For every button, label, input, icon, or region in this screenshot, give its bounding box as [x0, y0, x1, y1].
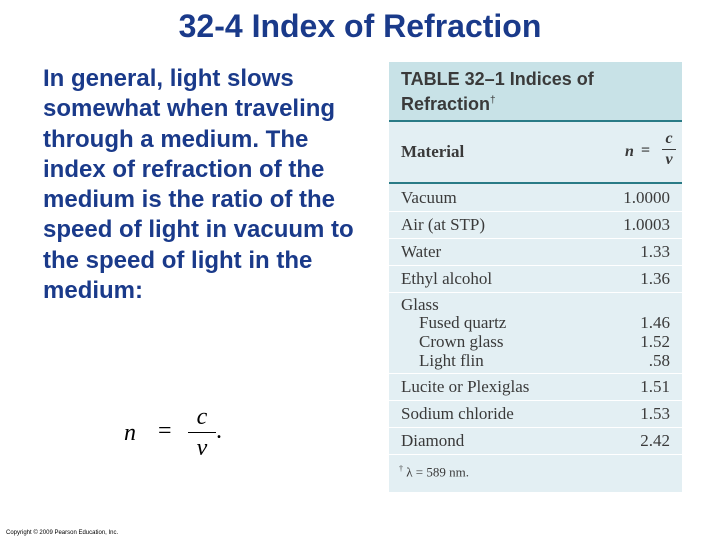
footnote-dagger: †	[399, 464, 403, 473]
table-caption	[389, 62, 682, 122]
column-n-formula	[625, 130, 685, 174]
row-material: Diamond	[401, 431, 465, 450]
formula-equals: =	[158, 418, 172, 444]
row-material: Air (at STP)	[401, 215, 486, 234]
row-value: .58	[648, 351, 670, 370]
refraction-formula	[124, 404, 234, 466]
footnote-text: λ = 589 nm.	[406, 464, 469, 480]
table-column-header	[389, 122, 682, 184]
column-denominator: v	[665, 151, 673, 168]
table-row	[389, 239, 682, 266]
row-value: 1.46	[640, 313, 670, 332]
column-material: Material	[401, 142, 465, 161]
table-row-glass	[389, 293, 682, 374]
row-sub-material: Crown glass	[419, 332, 504, 351]
table-row	[389, 401, 682, 428]
formula-denominator: v	[196, 435, 208, 461]
slide-title: 32-4 Index of Refraction	[178, 8, 542, 44]
row-sub-material: Fused quartz	[419, 313, 507, 332]
row-value: 1.53	[640, 404, 670, 423]
copyright-notice: Copyright © 2009 Pearson Education, Inc.	[6, 530, 119, 536]
row-value: 1.51	[640, 377, 670, 396]
row-material: Water	[401, 242, 442, 261]
column-n: n	[625, 143, 634, 160]
row-value: 1.33	[640, 242, 670, 261]
table-caption-line1: TABLE 32–1 Indices of	[401, 69, 594, 89]
row-material: Lucite or Plexiglas	[401, 377, 530, 396]
formula-fraction	[188, 404, 216, 461]
column-fraction-bar	[662, 149, 676, 150]
row-value: 1.0000	[623, 188, 670, 207]
table-caption-line2: Refraction	[401, 94, 491, 114]
row-material: Vacuum	[401, 188, 457, 207]
table-row	[389, 185, 682, 212]
table-row	[389, 212, 682, 239]
row-material: Ethyl alcohol	[401, 269, 493, 288]
row-value: 1.0003	[623, 215, 670, 234]
column-fraction	[662, 130, 676, 169]
fraction-bar	[188, 432, 216, 433]
table-row	[389, 374, 682, 401]
row-value: 2.42	[640, 431, 670, 450]
formula-period: .	[216, 418, 222, 444]
row-material: Glass	[401, 295, 439, 314]
column-equals: =	[641, 142, 651, 159]
slide-body-text: In general, light slows somewhat when traveling through a medium. The index of refraction of the medium is the ratio of the speed of light in vacuum to the speed of light in the medium:	[43, 65, 354, 305]
row-value: 1.36	[640, 269, 670, 288]
row-value: 1.52	[640, 332, 670, 351]
table-row	[389, 428, 682, 455]
refraction-table	[389, 62, 682, 492]
row-material: Sodium chloride	[401, 404, 514, 423]
column-numerator: c	[665, 130, 673, 147]
row-sub-material: Light flin	[419, 351, 484, 370]
table-row	[389, 266, 682, 293]
caption-dagger: †	[490, 95, 496, 106]
formula-numerator: c	[196, 404, 208, 430]
table-footnote	[399, 464, 469, 480]
formula-lhs: n	[124, 420, 136, 446]
